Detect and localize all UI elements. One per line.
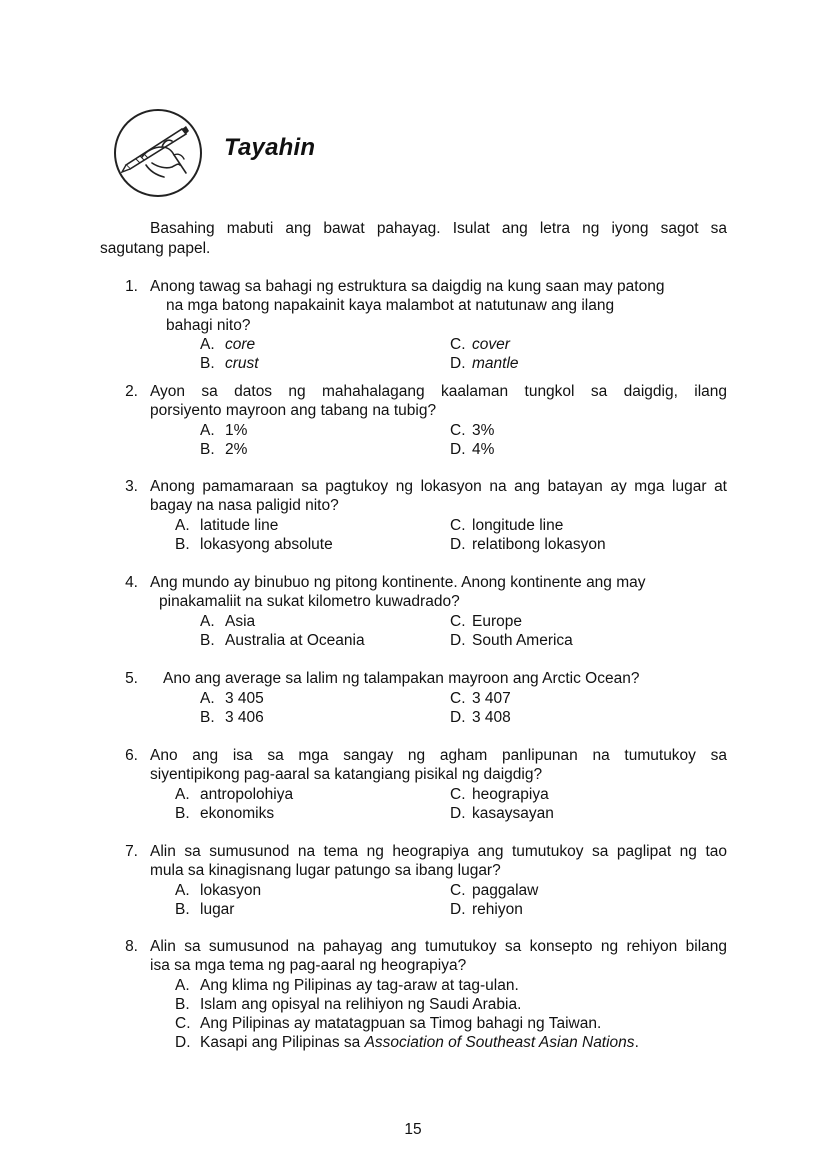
option-text: Europe [472,613,522,630]
question-number: 1. [125,278,138,295]
option-letter: D. [450,355,466,372]
option-a [200,335,255,354]
option-text: heograpiya [472,786,549,803]
question-number: 7. [125,843,138,860]
option-a [200,421,247,440]
option-b [200,708,264,727]
question-line: na mga batong napakainit kaya malambot at natutunaw ang ilang [166,297,615,315]
option-c [450,421,494,440]
option-letter: D. [450,441,466,458]
question-stem [150,277,727,335]
option-text: relatibong lokasyon [472,536,606,553]
option-a [175,881,261,900]
option-text: Ang klima ng Pilipinas ay tag-araw at tag-ulan. [200,977,519,994]
page-title: Tayahin [224,134,316,161]
option-text: 3 406 [225,709,264,726]
option-letter: A. [200,690,215,707]
option-letter: C. [450,786,466,803]
option-text-end: . [634,1034,639,1051]
question-line: Ano ang average sa lalim ng talampakan mayroon ang Arctic Ocean? [163,670,640,687]
option-text: 3 408 [472,709,511,726]
option-text: mantle [472,355,519,372]
option-d [450,631,573,650]
option-letter: A. [200,613,215,630]
option-b [175,995,521,1014]
option-c [450,689,511,708]
option-letter: C. [450,882,466,899]
option-text: 3 405 [225,690,264,707]
question-stem [150,382,727,421]
option-text: 4% [472,441,495,458]
option-text: 1% [225,422,248,439]
option-letter: A. [200,422,215,439]
question-stem [150,746,727,785]
option-text: longitude line [472,517,564,534]
option-b [200,631,365,650]
question-line: Alin sa sumusunod na tema ng heograpiya ang tumutukoy sa paglipat ng tao [150,843,727,860]
question-line: mula sa kinagisnang lugar patungo sa ibang lugar? [150,862,501,880]
instructions-line-1: Basahing mabuti ang bawat pahayag. Isulat ang letra ng iyong sagot sa [150,220,727,237]
question-line: bahagi nito? [166,316,251,334]
option-letter: C. [450,690,466,707]
question-line: Ayon sa datos ng mahahalagang kaalaman tungkol sa daigdig, ilang [150,383,727,400]
option-letter: A. [175,786,190,803]
option-c [450,785,549,804]
option-text: latitude line [200,517,279,534]
question-number: 8. [125,938,138,955]
option-text: lugar [200,901,235,918]
option-letter: B. [200,709,215,726]
option-text: Ang Pilipinas ay matatagpuan sa Timog bahagi ng Taiwan. [200,1015,602,1032]
option-letter: B. [175,536,190,553]
option-text: Asia [225,613,256,630]
option-letter: A. [175,977,190,994]
option-letter: D. [450,805,466,822]
option-letter: A. [175,517,190,534]
hand-writing-pencil-icon [112,107,204,199]
option-d [450,535,606,554]
option-text: core [225,336,256,353]
option-a [175,976,519,995]
option-c [450,335,510,354]
option-text: crust [225,355,259,372]
option-letter: A. [175,882,190,899]
option-letter: D. [450,901,466,918]
instructions-line-2: sagutang papel. [100,239,211,257]
option-text-italic: Association of Southeast Asian Nations [364,1034,635,1051]
option-text: cover [472,336,510,353]
question-stem [150,477,727,516]
option-b [200,440,247,459]
instructions [100,219,727,258]
question-number: 2. [125,383,138,400]
option-d [450,804,554,823]
question-line: Alin sa sumusunod na pahayag ang tumutukoy sa konsepto ng rehiyon bilang [150,938,727,955]
option-letter: C. [450,422,466,439]
question-number: 6. [125,747,138,764]
option-a [200,612,255,631]
option-c [450,612,522,631]
option-d [450,900,523,919]
option-b [175,804,274,823]
option-text: Islam ang opisyal na relihiyon ng Saudi Arabia. [200,996,522,1013]
question-stem [150,842,727,881]
option-letter: C. [450,336,466,353]
option-text: paggalaw [472,882,539,899]
option-letter: C. [450,517,466,534]
question-stem [163,669,727,688]
question-line: bagay na nasa paligid nito? [150,497,339,515]
question-line: Anong tawag sa bahagi ng estruktura sa daigdig na kung saan may patong [150,278,665,295]
question-stem [150,937,727,976]
option-text: South America [472,632,573,649]
question-line: siyentipikong pag-aaral sa katangiang pisikal ng daigdig? [150,766,543,784]
question-line: porsiyento mayroon ang tabang na tubig? [150,402,437,420]
option-a [175,785,293,804]
option-letter: A. [200,336,215,353]
option-text: 2% [225,441,248,458]
option-a [200,689,264,708]
option-letter: B. [200,632,215,649]
question-line: isa sa mga tema ng pag-aaral ng heograpiya? [150,957,467,975]
question-number: 3. [125,478,138,495]
option-c [450,881,538,900]
option-text: lokasyong absolute [200,536,333,553]
option-text: ekonomiks [200,805,275,822]
option-d [450,440,494,459]
option-letter: B. [175,901,190,918]
option-b [200,354,259,373]
option-text: antropolohiya [200,786,294,803]
option-text: 3% [472,422,495,439]
question-line: Ang mundo ay binubuo ng pitong kontinente. Anong kontinente ang may [150,574,646,591]
option-letter: B. [175,996,190,1013]
question-stem [150,573,727,612]
option-letter: B. [200,355,215,372]
question-line: Ano ang isa sa mga sangay ng agham panlipunan na tumutukoy sa [150,747,727,764]
option-text: Kasapi ang Pilipinas sa [200,1034,365,1051]
option-d [450,354,519,373]
option-text: lokasyon [200,882,262,899]
option-letter: B. [175,805,190,822]
option-letter: C. [450,613,466,630]
question-line: pinakamaliit na sukat kilometro kuwadrado? [159,593,460,611]
option-text: Australia at Oceania [225,632,365,649]
option-d [175,1033,639,1052]
question-number: 4. [125,574,138,591]
option-c [175,1014,601,1033]
option-d [450,708,511,727]
option-b [175,535,333,554]
option-letter: B. [200,441,215,458]
option-letter: D. [450,536,466,553]
option-text: kasaysayan [472,805,554,822]
option-text: 3 407 [472,690,511,707]
option-letter: C. [175,1015,191,1032]
option-text: rehiyon [472,901,523,918]
option-letter: D. [450,632,466,649]
question-line: Anong pamamaraan sa pagtukoy ng lokasyon na ang batayan ay mga lugar at [150,478,727,495]
question-number: 5. [125,670,138,687]
option-c [450,516,563,535]
option-letter: D. [175,1034,191,1051]
page-number: 15 [404,1121,422,1138]
option-a [175,516,278,535]
option-b [175,900,234,919]
option-letter: D. [450,709,466,726]
